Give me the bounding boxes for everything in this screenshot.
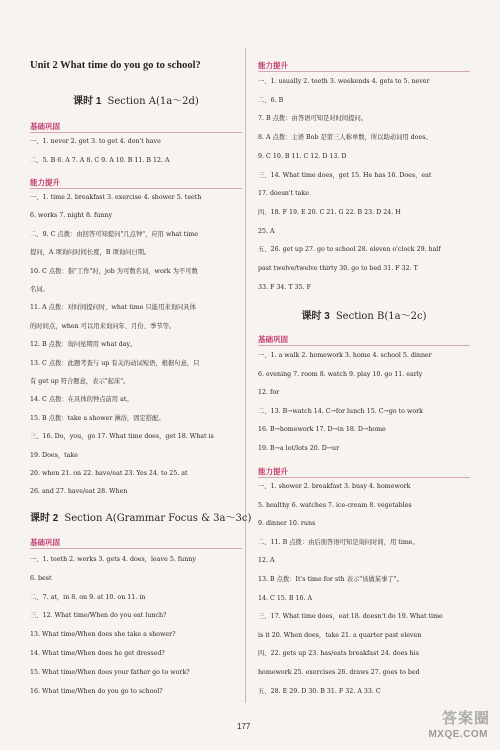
answer-line: 五、28. E 29. D 30. B 31. F 32. A 33. C — [258, 687, 381, 695]
answer-line: 11. A 点拨：对时间提问时，what time 只能用来询问具体 — [30, 304, 196, 312]
lesson-1-title: Section A(1a～2d) — [107, 96, 199, 107]
answer-line: is it 20. When does，take 21. a quarter past eleven — [258, 631, 422, 639]
lesson-3-label: 课时 3 — [301, 311, 330, 322]
answer-line: 16. B→homework 17. D→in 18. D→home — [258, 426, 386, 433]
lesson-1-heading — [30, 92, 242, 107]
answer-line: 14. C 点拨：在具体的钟点前用 at。 — [30, 396, 133, 404]
section-rule — [258, 477, 470, 478]
answer-line: 26. and 27. have/eat 28. When — [30, 488, 128, 496]
answer-line: 7. B 点拨：由答语可知是对时间提问。 — [258, 115, 368, 123]
unit-title: Unit 2 What time do you go to school? — [30, 60, 201, 71]
lesson-2-title: Section A(Grammar Focus & 3a～3c) — [64, 513, 252, 524]
answer-line: 16. What time/When do you go to school? — [30, 687, 163, 695]
answer-line: 12. B 点拨：询问星期用 what day。 — [30, 341, 137, 349]
section-rule — [30, 188, 242, 189]
watermark-text: MXQE.COM — [428, 729, 488, 740]
answer-line: 13. What time/When does she take a shower? — [30, 631, 176, 639]
answer-line: 名词。 — [30, 286, 49, 293]
lesson-1-label: 课时 1 — [73, 96, 102, 107]
answer-line: 14. C 15. B 16. A — [258, 594, 313, 602]
answer-line: 五、26. get up 27. go to school 28. eleven o'clock 29. half — [258, 246, 441, 254]
answer-line: 33. F 34. T 35. F — [258, 283, 311, 291]
answer-line: 四、18. F 19. E 20. C 21. G 22. B 23. D 24. H — [258, 208, 401, 216]
answer-line: 6. evening 7. room 8. watch 9. play 10. go 11. early — [258, 370, 423, 378]
answer-line: 5. healthy 6. watches 7. ice-cream 8. vegetables — [258, 501, 412, 509]
answer-line: 四、22. gets up 23. has/eats breakfast 24. does his — [258, 650, 419, 658]
section-rule — [30, 548, 242, 549]
answer-line: 三、12. What time/When do you eat lunch? — [30, 612, 167, 620]
answer-line: 一、1. usually 2. teeth 3. weekends 4. gets to 5. never — [258, 78, 430, 85]
answer-line: 一、1. teeth 2. works 3. gets 4. does，leave 5. funny — [30, 556, 196, 563]
section-rule — [258, 345, 470, 346]
section-rule — [30, 132, 242, 133]
answer-line: 二、7. at，in 8. on 9. at 10. on 11. in — [30, 593, 146, 601]
lesson-3-title: Section B(1a～2c) — [335, 311, 427, 322]
column-divider — [245, 48, 246, 703]
answer-line: 6. best — [30, 574, 52, 582]
answer-line: 17. doesn't take — [258, 190, 309, 198]
answer-line: 15. B 点拨：take a shower 淋浴，固定搭配。 — [30, 414, 165, 422]
answer-line: 20. when 21. on 22. have/eat 23. Yes 24. to 25. at — [30, 470, 188, 477]
answer-line: 8. A 点拨：主语 Bob 是第三人称单数，所以助动词用 does。 — [258, 134, 432, 142]
answer-line: 三、17. What time does，eat 18. doesn't do 19. What time — [258, 613, 443, 621]
section-basic-right: 基础巩固 — [258, 335, 288, 344]
lesson-2-heading — [30, 509, 252, 524]
answer-line: 19. B→a lot/lots 20. D→ur — [258, 444, 340, 452]
answer-line: 12. for — [258, 389, 280, 396]
answer-line: 一、1. a walk 2. homework 3. home 4. school 5. dinner — [258, 352, 432, 359]
answer-line: 15. What time/When does your father go to work? — [30, 668, 190, 676]
answer-line: 有 get up 符合题意，表示"起床"。 — [30, 378, 130, 385]
lesson-2-label: 课时 2 — [30, 513, 59, 524]
section-rule — [258, 71, 470, 72]
answer-line: 6. works 7. night 8. funny — [30, 212, 113, 220]
answer-line: 一、1. time 2. breakfast 3. exercise 4. shower 5. teeth — [30, 194, 202, 201]
answer-line: 9. dinner 10. runs — [258, 520, 316, 528]
answer-line: 13. B 点拨：It's time for sth 表示"该做某事了"。 — [258, 576, 403, 583]
section-improve-right-2: 能力提升 — [258, 467, 288, 476]
answer-line: 9. C 10. B 11. C 12. D 13. D — [258, 152, 347, 160]
answer-line: past twelve/twelve thirty 30. go to bed 31. F 32. T — [258, 265, 418, 272]
answer-line: 10. C 点拨：指"工作"时，job 为可数名词，work 为不可数 — [30, 267, 198, 275]
section-basic-1: 基础巩固 — [30, 122, 60, 131]
answer-line: 二、11. B 点拨：由后面答语可知是询问时间，用 time。 — [258, 538, 419, 546]
answer-line: 提问，A 项询问时间长度，B 项询问日期。 — [30, 249, 151, 257]
answer-line: 二、5. B 6. A 7. A 8. C 9. A 10. B 11. B 12. A — [30, 156, 170, 164]
section-improve-1: 能力提升 — [30, 178, 60, 187]
answer-line: 三、16. Do，you，go 17. What time does，get 18. What is — [30, 433, 214, 441]
answer-line: 三、14. What time does，get 15. He has 16. Does，eat — [258, 171, 432, 179]
page-number: 177 — [237, 722, 251, 731]
answer-line: 二、9. C 点拨：由回答可知提问"几点钟"，应用 what time — [30, 230, 198, 238]
lesson-3-heading — [258, 307, 470, 322]
section-improve-right-1: 能力提升 — [258, 61, 288, 70]
answer-line: 一、1. never 2. get 3. to get 4. don't have — [30, 138, 161, 145]
answer-line: 一、1. shower 2. breakfast 3. busy 4. homework — [258, 483, 411, 490]
answer-line: 13. C 点拨：此题考查与 up 有关的动词短语，根据句意，只 — [30, 359, 200, 367]
watermark-logo — [422, 706, 496, 746]
answer-line: 12. A — [258, 557, 275, 565]
answer-line: 25. A — [258, 227, 275, 235]
answer-line: 14. What time/When does he get dressed? — [30, 650, 165, 657]
answer-line: 19. Does，take — [30, 451, 78, 459]
answer-line: 的时间点，when 可以用来询问年、月份、季节等。 — [30, 322, 176, 330]
watermark-glyph: 答案圈 — [441, 709, 490, 727]
answer-line: homework 25. exercises 26. draws 27. goes to bed — [258, 669, 420, 676]
section-basic-2: 基础巩固 — [30, 538, 60, 547]
answer-line: 二、13. B→watch 14. C→for lunch 15. C→go to work — [258, 407, 423, 415]
answer-line: 二、6. B — [258, 96, 284, 104]
